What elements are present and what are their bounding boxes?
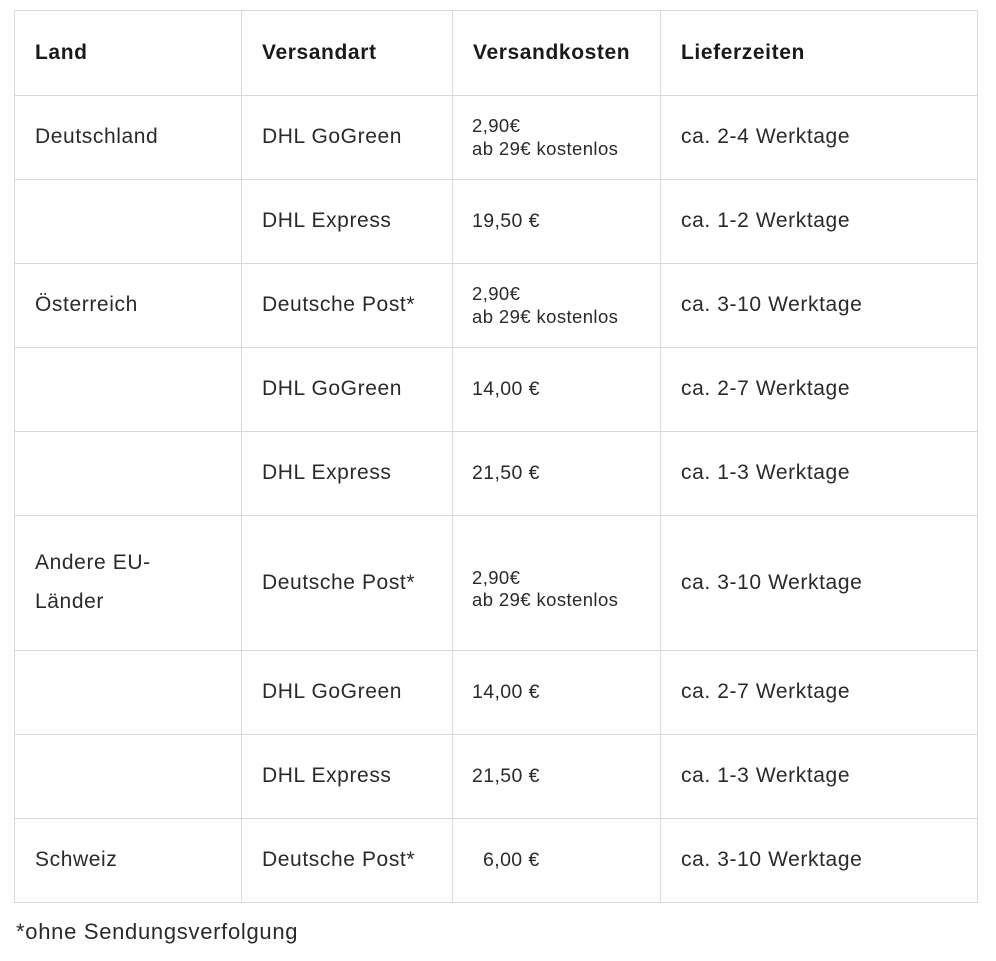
table-row bbox=[15, 819, 978, 903]
cell-versandart: DHL GoGreen bbox=[242, 651, 453, 735]
cell-lieferzeit: ca. 3-10 Werktage bbox=[661, 516, 978, 651]
cell-land bbox=[15, 651, 242, 735]
cell-lieferzeit: ca. 1-3 Werktage bbox=[661, 432, 978, 516]
cell-versandkosten: 19,50 € bbox=[453, 180, 661, 264]
cell-versandart: Deutsche Post* bbox=[242, 264, 453, 348]
cell-versandkosten: 6,00 € bbox=[453, 819, 661, 903]
cost-note: ab 29€ kostenlos bbox=[472, 305, 619, 327]
cell-versandart: DHL GoGreen bbox=[242, 96, 453, 180]
cost-note: ab 29€ kostenlos bbox=[472, 137, 619, 159]
table-row bbox=[15, 432, 978, 516]
table-row bbox=[15, 180, 978, 264]
cell-versandkosten: 14,00 € bbox=[453, 651, 661, 735]
cell-versandart: Deutsche Post* bbox=[242, 516, 453, 651]
cost-value: 2,90€ bbox=[472, 566, 521, 588]
table-row bbox=[15, 96, 978, 180]
table-row bbox=[15, 348, 978, 432]
cell-versandart: Deutsche Post* bbox=[242, 819, 453, 903]
header-versandkosten: Versandkosten bbox=[453, 11, 661, 96]
cost-note: ab 29€ kostenlos bbox=[472, 589, 619, 610]
shipping-table-container bbox=[14, 10, 977, 903]
cell-land bbox=[15, 735, 242, 819]
cell-land: Österreich bbox=[15, 264, 242, 348]
cell-lieferzeit: ca. 2-7 Werktage bbox=[661, 348, 978, 432]
cell-versandart: DHL Express bbox=[242, 180, 453, 264]
cell-lieferzeit: ca. 1-2 Werktage bbox=[661, 180, 978, 264]
cell-versandkosten: 21,50 € bbox=[453, 432, 661, 516]
header-lieferzeiten: Lieferzeiten bbox=[661, 11, 978, 96]
cell-land: Schweiz bbox=[15, 819, 242, 903]
cell-land bbox=[15, 348, 242, 432]
cell-land: Andere EU-Länder bbox=[15, 516, 242, 651]
shipping-table bbox=[14, 10, 978, 903]
cell-versandkosten: 21,50 € bbox=[453, 735, 661, 819]
cell-versandart: DHL Express bbox=[242, 432, 453, 516]
cell-lieferzeit: ca. 3-10 Werktage bbox=[661, 819, 978, 903]
cell-land bbox=[15, 180, 242, 264]
cost-value: 2,90€ bbox=[472, 115, 521, 137]
cell-lieferzeit: ca. 3-10 Werktage bbox=[661, 264, 978, 348]
header-land: Land bbox=[15, 11, 242, 96]
cell-land: Deutschland bbox=[15, 96, 242, 180]
cell-versandkosten: 14,00 € bbox=[453, 348, 661, 432]
table-header-row bbox=[15, 11, 978, 96]
cell-lieferzeit: ca. 1-3 Werktage bbox=[661, 735, 978, 819]
cost-value: 2,90€ bbox=[472, 283, 521, 305]
cell-land bbox=[15, 432, 242, 516]
table-row bbox=[15, 516, 978, 651]
cell-versandkosten bbox=[453, 516, 661, 651]
cell-versandkosten bbox=[453, 264, 661, 348]
cell-lieferzeit: ca. 2-7 Werktage bbox=[661, 651, 978, 735]
cell-lieferzeit: ca. 2-4 Werktage bbox=[661, 96, 978, 180]
header-versandart: Versandart bbox=[242, 11, 453, 96]
table-row bbox=[15, 651, 978, 735]
cell-versandart: DHL GoGreen bbox=[242, 348, 453, 432]
footnote: *ohne Sendungsverfolgung bbox=[16, 919, 299, 944]
table-row bbox=[15, 264, 978, 348]
cell-versandart: DHL Express bbox=[242, 735, 453, 819]
cell-versandkosten bbox=[453, 96, 661, 180]
table-row bbox=[15, 735, 978, 819]
